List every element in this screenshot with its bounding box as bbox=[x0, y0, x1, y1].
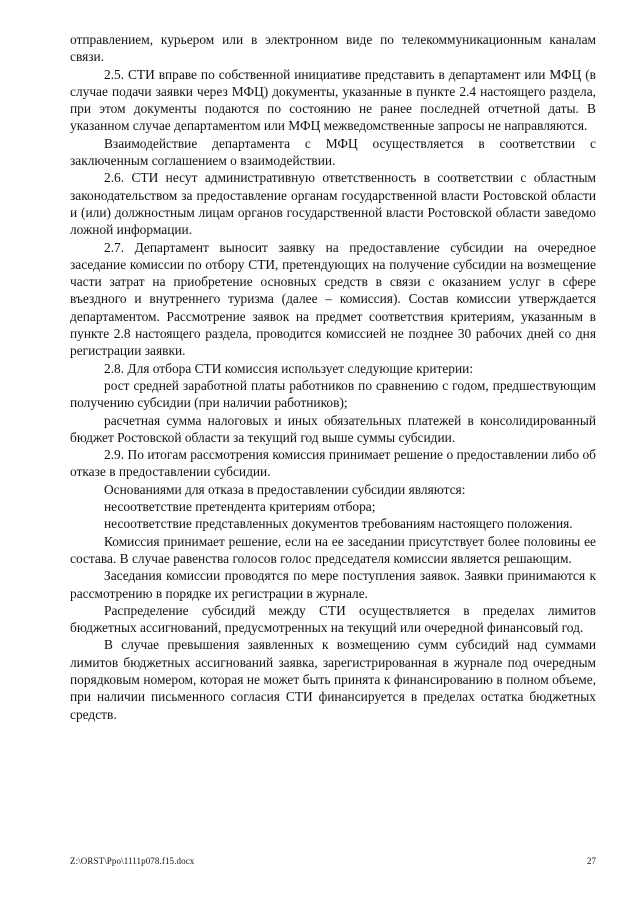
paragraph: В случае превышения заявленных к возмещению сумм субсидий над суммами лимитов бюджетных ассигнований заявка, зарегистрированная в журнале под очередным порядковым номером, которая не может быть принята к финансированию в полном объеме, при наличии письменного согласия СТИ финансируется в пределах остатка бюджетных средств. bbox=[70, 637, 596, 722]
paragraph: 2.8. Для отбора СТИ комиссия использует следующие критерии: bbox=[104, 360, 474, 376]
paragraph: 2.5. СТИ вправе по собственной инициативе представить в департамент или МФЦ (в случае подачи заявки через МФЦ) документы, указанные в пункте 2.4 настоящего раздела, при этом документы подаются по состоянию не ранее последней отчетной даты. В указанном случае департаментом или МФЦ межведомственные запросы не направляются. bbox=[70, 66, 596, 134]
paragraph: несоответствие претендента критериям отбора; bbox=[104, 499, 376, 515]
paragraph: 2.6. СТИ несут административную ответственность в соответствии с областным законодательством за предоставление органам государственной власти Ростовской области и (или) должностным лицам органов государственной власти Ростовской области заведомо ложной информации. bbox=[70, 170, 596, 238]
document-body bbox=[70, 31, 596, 723]
footer-file-path: Z:\ORST\Ppo\1111p078.f15.docx bbox=[70, 856, 195, 866]
paragraph: Взаимодействие департамента с МФЦ осуществляется в соответствии с заключенным соглашением о взаимодействии. bbox=[70, 135, 596, 169]
paragraph: расчетная сумма налоговых и иных обязательных платежей в консолидированный бюджет Ростовской области за текущий год выше суммы субсидии. bbox=[70, 412, 596, 445]
paragraph: 2.7. Департамент выносит заявку на предоставление субсидии на очередное заседание комиссии по отбору СТИ, претендующих на получение субсидии на возмещение части затрат на приобретение основных средств в связи с оказанием услуг в сфере въездного и внутреннего туризма (далее – комиссия). Состав комиссии утверждается департаментом. Рассмотрение заявок на предмет соответствия критериям, указанным в пункте 2.8 настоящего раздела, проводится комиссией не позднее 30 рабочих дней со дня регистрации заявки. bbox=[70, 239, 596, 359]
paragraph: 2.9. По итогам рассмотрения комиссия принимает решение о предоставлении либо об отказе в предоставлении субсидии. bbox=[70, 447, 596, 480]
paragraph: Комиссия принимает решение, если на ее заседании присутствует более половины ее состава. В случае равенства голосов голос председателя комиссии является решающим. bbox=[70, 533, 596, 566]
paragraph: Заседания комиссии проводятся по мере поступления заявок. Заявки принимаются к рассмотрению в порядке их регистрации в журнале. bbox=[70, 568, 596, 601]
paragraph: несоответствие представленных документов требованиям настоящего положения. bbox=[104, 516, 573, 532]
paragraph: рост средней заработной платы работников по сравнению с годом, предшествующим получению субсидии (при наличии работников); bbox=[70, 377, 596, 411]
paragraph: Распределение субсидий между СТИ осуществляется в пределах лимитов бюджетных ассигнований, предусмотренных на текущий или очередной финансовый год. bbox=[70, 602, 596, 636]
paragraph: Основаниями для отказа в предоставлении субсидии являются: bbox=[104, 481, 466, 497]
paragraph: отправлением, курьером или в электронном виде по телекоммуникационным каналам связи. bbox=[70, 32, 596, 65]
page-number: 27 bbox=[587, 856, 596, 866]
